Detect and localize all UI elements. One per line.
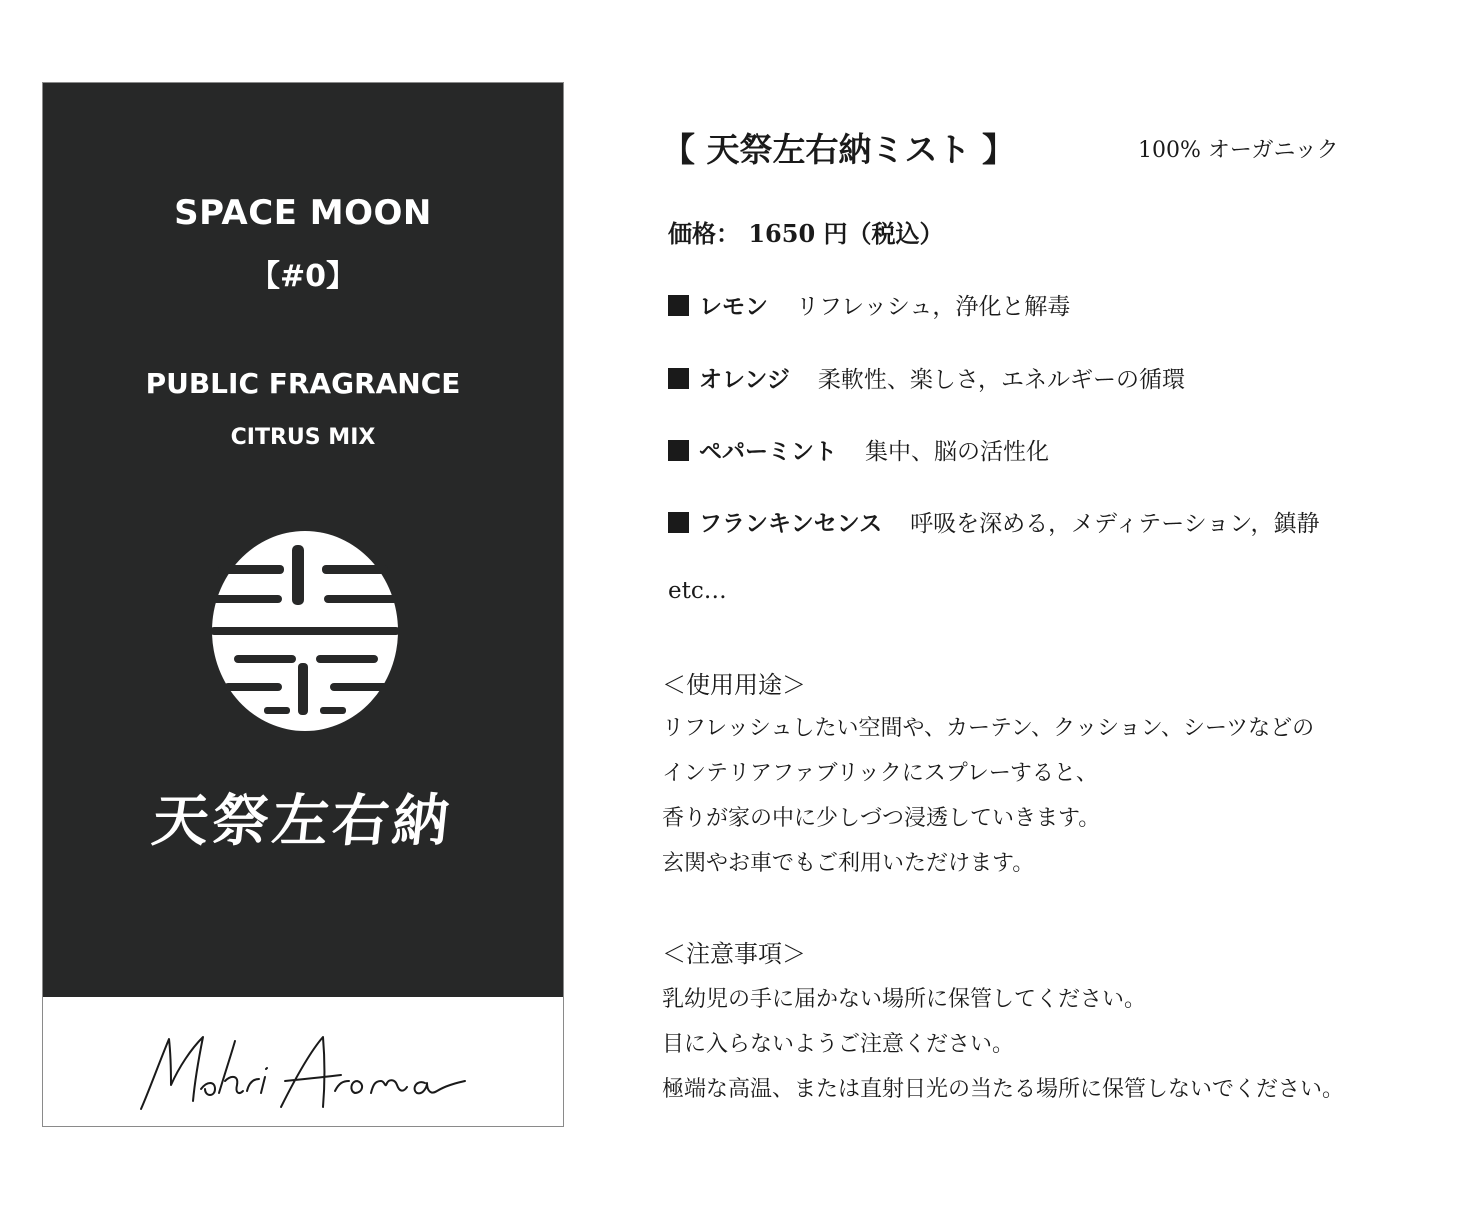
price: 価格： 1650 円（税込）: [668, 219, 944, 248]
usage-heading: ＜使用用途＞: [662, 671, 806, 699]
note-effect: 呼吸を深める，メディテーション，鎮静: [910, 511, 1320, 537]
label-series: SPACE MOON: [174, 193, 432, 233]
product-label: [42, 82, 564, 1127]
bullet-square-icon: [668, 440, 689, 461]
label-scent-name: CITRUS MIX: [230, 425, 376, 450]
label-fragrance-type: PUBLIC FRAGRANCE: [145, 367, 461, 400]
note-name: フランキンセンス: [699, 510, 883, 537]
product-title: 【 天祭左右納ミスト 】: [662, 130, 1015, 169]
usage-line: 玄関やお車でもご利用いただけます。: [662, 851, 1035, 876]
signature-text: Mohri Aroma: [295, 1111, 309, 1113]
caution-line: 目に入らないようご注意ください。: [662, 1032, 1015, 1057]
notes-etc: etc…: [668, 578, 727, 604]
note-name: レモン: [699, 293, 768, 320]
signature-logo: [135, 1033, 470, 1113]
note-name: オレンジ: [699, 366, 790, 393]
usage-line: 香りが家の中に少しづつ浸透していきます。: [662, 806, 1101, 831]
bullet-square-icon: [668, 512, 689, 533]
list-item: [668, 505, 1320, 538]
caution-line: 乳幼児の手に届かない場所に保管してください。: [662, 987, 1147, 1012]
caution-heading: ＜注意事項＞: [662, 940, 806, 968]
list-item: [668, 361, 1185, 394]
label-number: 【#0】: [249, 259, 356, 294]
bullet-square-icon: [668, 295, 689, 316]
note-effect: 柔軟性、楽しさ，エネルギーの循環: [817, 367, 1185, 393]
seal-logo-icon: [204, 523, 406, 733]
note-effect: リフレッシュ，浄化と解毒: [796, 294, 1071, 320]
usage-line: インテリアファブリックにスプレーすると、: [662, 761, 1098, 786]
brand-kanji: 天祭左右納: [149, 788, 457, 854]
list-item: [668, 288, 1070, 321]
caution-line: 極端な高温、または直射日光の当たる場所に保管しないでください。: [662, 1077, 1345, 1102]
note-name: ペパーミント: [699, 438, 837, 465]
list-item: [668, 433, 1049, 466]
label-dark-panel: [43, 83, 563, 997]
organic-badge: 100% オーガニック: [1138, 138, 1339, 163]
usage-line: リフレッシュしたい空間や、カーテン、クッション、シーツなどの: [662, 716, 1315, 741]
note-effect: 集中、脳の活性化: [865, 439, 1049, 465]
bullet-square-icon: [668, 368, 689, 389]
